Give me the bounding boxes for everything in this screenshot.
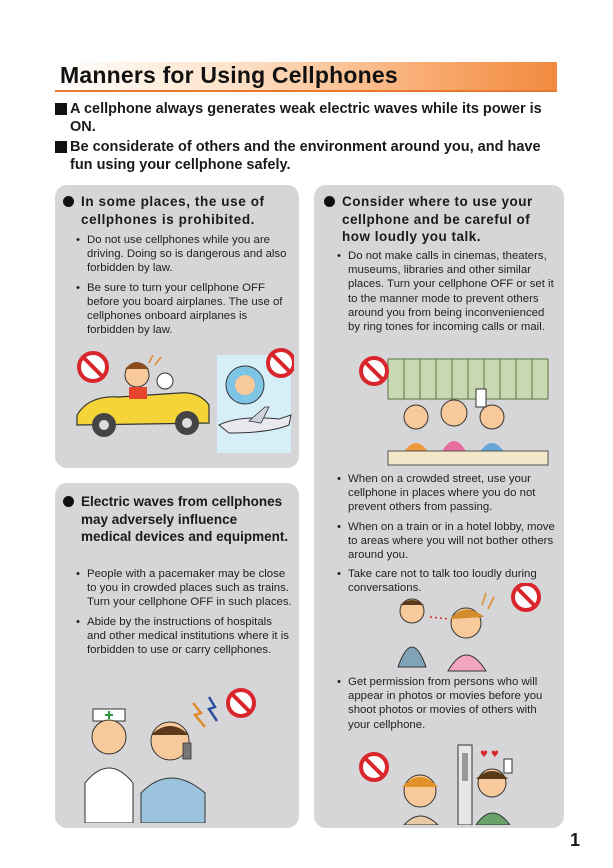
panel-heading [63,193,291,228]
talking-illustration [390,583,552,673]
no-sign-icon [79,353,107,381]
list-item: • Be sure to turn your cellphone OFF before you board airplanes. The use of cellphones onboard airplanes is forbidden by law. [75,281,293,338]
page-number: 1 [569,830,580,850]
hospital-illustration [75,683,285,823]
square-bullet-icon [55,141,67,153]
item-list [336,472,556,601]
list-item: • Do not use cellphones while you are driving. Doing so is dangerous and also forbidden by law. [75,233,293,276]
page-title: Manners for Using Cellphones [60,62,398,88]
no-sign-icon [513,584,539,610]
circle-bullet-icon [63,196,74,207]
intro-item [55,138,565,174]
panel-heading [63,493,291,546]
no-sign-icon [361,754,387,780]
circle-bullet-icon [63,496,74,507]
item-list [75,567,293,662]
list-item: • People with a pacemaker may be close to you in crowded places such as trains. Turn your cellphone OFF in such places. [75,567,293,610]
panel-heading-text: In some places, the use of cellphones is prohibited. [81,194,265,227]
square-bullet-icon [55,103,67,115]
driving-airplane-illustration [69,345,294,457]
page-title-banner [55,62,557,92]
intro-item [55,100,565,136]
no-sign-icon [361,358,387,384]
intro-text: Be considerate of others and the environment around you, and have fun using your cellphone safely. [70,139,541,173]
photo-permission-illustration [354,743,554,825]
no-sign-icon [228,690,254,716]
list-item: • When on a crowded street, use your cellphone in places where you do not prevent others from passing. [336,472,556,515]
panel-medical [55,483,299,828]
cinema-illustration [358,355,554,467]
panel-heading [324,193,556,246]
intro-text: A cellphone always generates weak electric waves while its power is ON. [70,101,542,135]
panel-heading-text: Consider where to use your cellphone and be careful of how loudly you talk. [342,194,533,244]
list-item: • Do not make calls in cinemas, theaters, museums, libraries and other similar places. Turn your cellphone OFF or set it to the manner mode to prevent others around you from being inconvenienced by ring tones for incoming calls or mail. [336,249,556,334]
list-item: • Take care not to talk too loudly during conversations. [336,567,556,595]
list-item: • Abide by the instructions of hospitals and other medical institutions where it is forbidden to use or carry cellphones. [75,615,293,658]
no-sign-icon [268,350,294,376]
svg-text:♥ ♥: ♥ ♥ [480,750,499,760]
item-list [336,675,556,737]
list-item: • When on a train or in a hotel lobby, move to areas where you will not bother others around you. [336,520,556,563]
circle-bullet-icon [324,196,335,207]
panel-heading-text: Electric waves from cellphones may adversely influence medical devices and equipment. [81,494,289,544]
item-list [336,249,556,339]
panel-prohibited [55,185,299,468]
list-item: • Get permission from persons who will appear in photos or movies before you shoot photos or movies of others with your cellphone. [336,675,556,732]
item-list [75,233,293,342]
panel-consider [314,185,564,828]
